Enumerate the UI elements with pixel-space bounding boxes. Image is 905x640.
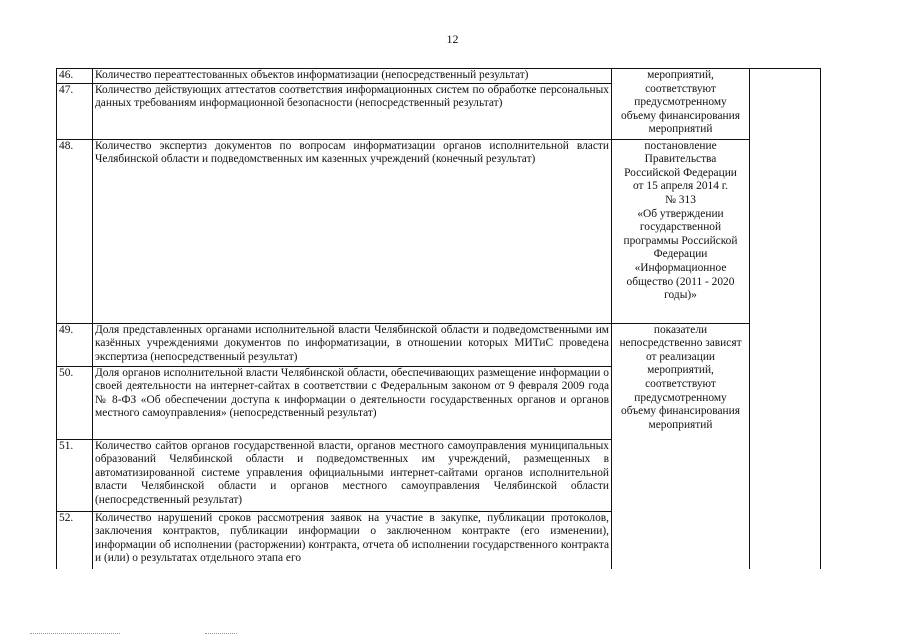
source-line: предусмотренному bbox=[634, 96, 727, 109]
source-cell bbox=[612, 139, 750, 323]
source-line: мероприятий bbox=[648, 123, 713, 136]
source-line: № 313 bbox=[665, 193, 696, 206]
source-line: Федерации bbox=[653, 248, 708, 261]
source-line: программы Российской bbox=[623, 234, 738, 247]
source-line: непосредственно зависят bbox=[619, 337, 742, 350]
row-number: 49. bbox=[57, 323, 93, 366]
source-line: государственной bbox=[639, 221, 722, 234]
row-number: 51. bbox=[57, 439, 93, 511]
row-description: Количество нарушений сроков рассмотрения заявок на участие в закупке, публикации протоколов, заключения контрактов, публикации информации о заключенном контракте (его изменении), информации об исполнении (расторжении) контракта, отчета об исполнении государственного контракта и (или) о результатах отдельного этапа его bbox=[93, 511, 612, 569]
source-line: соответствуют bbox=[645, 377, 716, 390]
row-number: 47. bbox=[57, 83, 93, 139]
source-line: от реализации bbox=[645, 350, 716, 363]
footer-rule bbox=[30, 633, 120, 634]
source-line: показатели bbox=[653, 323, 708, 336]
row-number: 46. bbox=[57, 69, 93, 84]
row-description: Доля органов исполнительной власти Челябинской области, обеспечивающих размещение информации о своей деятельности на интернет-сайтах в соответствии с Федеральным законом от 9 февраля 2009 года № 8-ФЗ «Об обеспечении доступа к информации о деятельности государственных органов и органов местного самоуправления» (непосредственный результат) bbox=[93, 366, 612, 439]
source-line: от 15 апреля 2014 г. bbox=[633, 180, 728, 193]
row-description: Количество переаттестованных объектов информатизации (непосредственный результат) bbox=[93, 69, 612, 84]
source-line: объему финансирования bbox=[621, 405, 740, 418]
source-line: предусмотренному bbox=[634, 391, 727, 404]
indicators-table bbox=[56, 68, 821, 569]
row-number: 52. bbox=[57, 511, 93, 569]
table-row bbox=[57, 139, 821, 323]
row-description: Количество действующих аттестатов соответствия информационных систем по обработке персональных данных требованиям информационной безопасности (непосредственный результат) bbox=[93, 83, 612, 139]
page-number: 12 bbox=[446, 32, 459, 46]
row-number: 48. bbox=[57, 139, 93, 323]
source-line: Правительства bbox=[644, 153, 717, 166]
source-cell bbox=[612, 323, 750, 569]
table-row bbox=[57, 69, 821, 84]
row-description: Доля представленных органами исполнительной власти Челябинской области и подведомственными им казённых учреждениями документов по информатизации, в отношении которых МИТиС проведена экспертиза (непосредственный результат) bbox=[93, 323, 612, 366]
row-description: Количество сайтов органов государственной власти, органов местного самоуправления муниципальных образований Челябинской области и подведомственных им учреждений, размещенных в автоматизированной системе управления официальными интернет-сайтами органов исполнительной власти Челябинской области и органов местного самоуправления Челябинской области (непосредственный результат) bbox=[93, 439, 612, 511]
source-line: мероприятий, bbox=[647, 364, 714, 377]
row-description: Количество экспертиз документов по вопросам информатизации органов исполнительной власти Челябинской области и подведомственных им казенных учреждений (конечный результат) bbox=[93, 139, 612, 323]
empty-column-cell bbox=[750, 69, 821, 570]
source-line: «Об утверждении bbox=[637, 207, 724, 220]
source-cell bbox=[612, 69, 750, 140]
source-line: постановление bbox=[644, 139, 717, 152]
source-line: объему финансирования bbox=[621, 109, 740, 122]
footer-rule bbox=[205, 633, 237, 634]
source-line: годы)» bbox=[664, 289, 697, 302]
source-line: соответствуют bbox=[645, 82, 716, 95]
source-line: общество (2011 - 2020 bbox=[626, 275, 735, 288]
source-line: «Информационное bbox=[634, 261, 727, 274]
source-line: мероприятий bbox=[648, 418, 713, 431]
row-number: 50. bbox=[57, 366, 93, 439]
source-line: Российской Федерации bbox=[624, 166, 737, 179]
source-line: мероприятий, bbox=[647, 69, 714, 81]
table-row bbox=[57, 323, 821, 366]
